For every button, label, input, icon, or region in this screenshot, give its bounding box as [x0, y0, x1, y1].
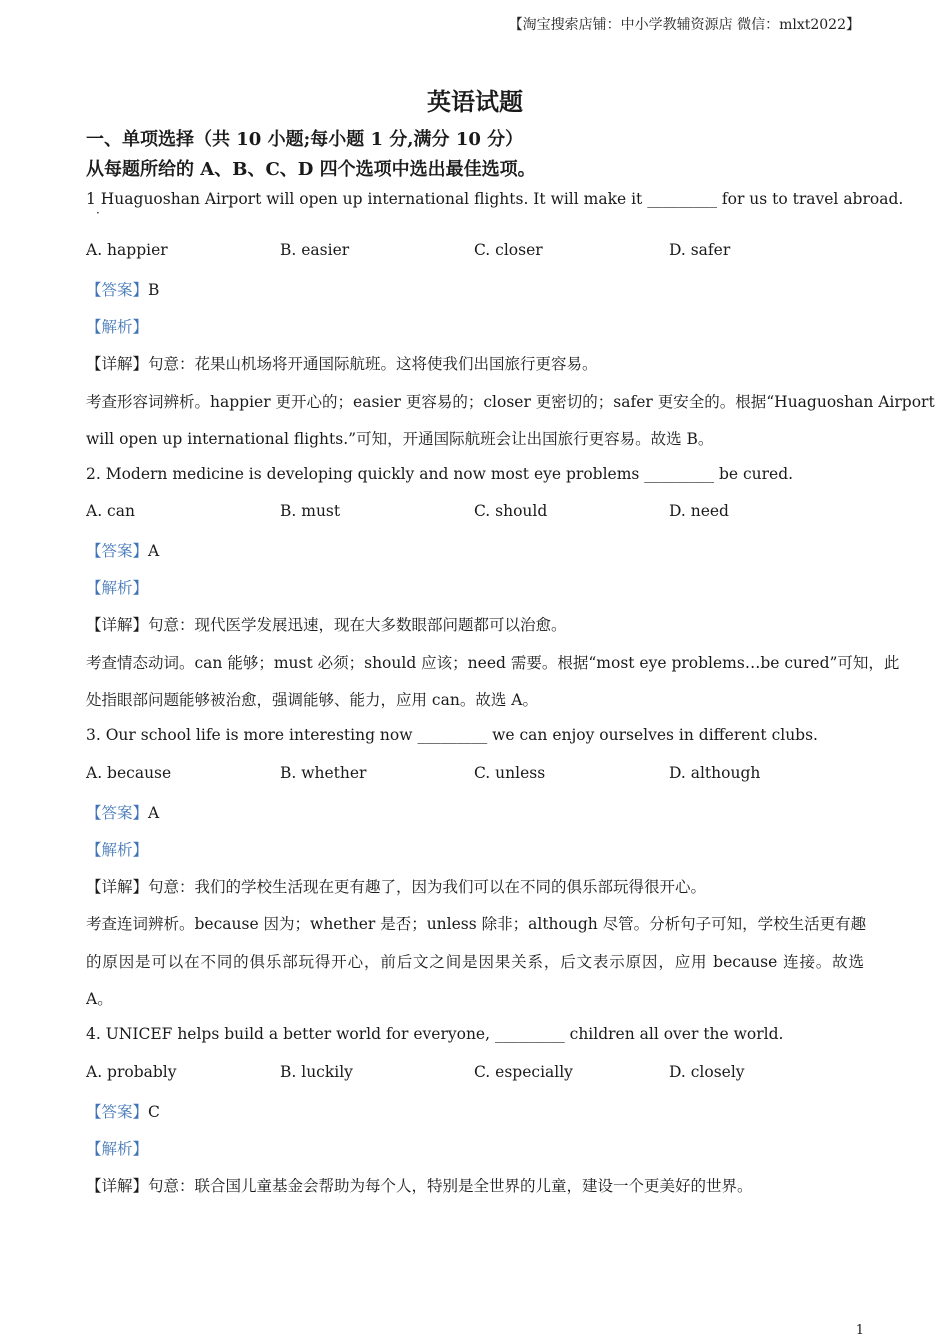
option-b: B. whether — [280, 764, 367, 782]
detail-line — [86, 1174, 753, 1196]
detail-text: 句意：现代医学发展迅速，现在大多数眼部问题都可以治愈。 — [148, 616, 567, 634]
numbering-dot: · — [96, 206, 100, 220]
explanation-line: 考查形容词辨析。happier 更开心的；easier 更容易的；closer 更密切的；safer 更安全的。根据“Huaguoshan Airport — [86, 393, 935, 411]
answer-line — [86, 539, 159, 561]
page-number: 1 — [855, 1323, 864, 1338]
analysis-line — [86, 1137, 148, 1159]
answer-line — [86, 801, 159, 823]
page-header: 【淘宝搜索店铺：中小学教辅资源店 微信：mlxt2022】 — [508, 17, 860, 33]
analysis-line — [86, 838, 148, 860]
answer-value: B — [148, 281, 160, 299]
explanation-line: 处指眼部问题能够被治愈，强调能够、能力，应用 can。故选 A。 — [86, 691, 538, 709]
detail-label: 【详解】 — [86, 1177, 149, 1195]
detail-text: 句意：联合国儿童基金会帮助为每个人，特别是全世界的儿童，建设一个更美好的世界。 — [148, 1177, 753, 1195]
option-c: C. unless — [474, 764, 546, 782]
option-a: A. happier — [86, 241, 168, 259]
option-c: C. should — [474, 502, 548, 520]
option-d: D. closely — [669, 1063, 745, 1081]
analysis-label: 【解析】 — [86, 318, 149, 336]
explanation-line: 考查情态动词。can 能够；must 必须；should 应该；need 需要。根据“most eye problems…be cured”可知，此 — [86, 654, 900, 672]
answer-label: 【答案】 — [86, 281, 149, 299]
section-heading: 一、单项选择（共 10 小题;每小题 1 分,满分 10 分） — [86, 129, 524, 150]
answer-label: 【答案】 — [86, 542, 149, 560]
question-stem: 3. Our school life is more interesting now _________ we can enjoy ourselves in different clubs. — [86, 726, 818, 744]
option-a: A. because — [86, 764, 172, 782]
answer-value: A — [148, 804, 160, 822]
answer-line — [86, 1100, 160, 1122]
option-b: B. easier — [280, 241, 350, 259]
analysis-label: 【解析】 — [86, 841, 149, 859]
explanation-line: will open up international flights.”可知，开通国际航班会让出国旅行更容易。故选 B。 — [86, 430, 714, 448]
analysis-line — [86, 315, 148, 337]
explanation-line: 的原因是可以在不同的俱乐部玩得开心，前后文之间是因果关系，后文表示原因，应用 because 连接。故选 — [86, 953, 864, 971]
option-c: C. closer — [474, 241, 543, 259]
detail-text: 句意：我们的学校生活现在更有趣了，因为我们可以在不同的俱乐部玩得很开心。 — [148, 878, 707, 896]
analysis-label: 【解析】 — [86, 1140, 149, 1158]
option-b: B. luckily — [280, 1063, 353, 1081]
option-b: B. must — [280, 502, 341, 520]
answer-label: 【答案】 — [86, 804, 149, 822]
option-c: C. especially — [474, 1063, 573, 1081]
analysis-line — [86, 576, 148, 598]
answer-value: C — [148, 1103, 160, 1121]
explanation-line: 考查连词辨析。because 因为；whether 是否；unless 除非；although 尽管。分析句子可知，学校生活更有趣 — [86, 915, 867, 933]
answer-value: A — [148, 542, 160, 560]
detail-line — [86, 352, 598, 374]
question-stem: 4. UNICEF helps build a better world for everyone, _________ children all over the world. — [86, 1025, 784, 1043]
detail-label: 【详解】 — [86, 355, 149, 373]
page-title: 英语试题 — [427, 87, 523, 116]
option-a: A. probably — [86, 1063, 177, 1081]
answer-label: 【答案】 — [86, 1103, 149, 1121]
option-a: A. can — [86, 502, 135, 520]
option-d: D. need — [669, 502, 729, 520]
explanation-line: A。 — [86, 990, 113, 1008]
option-d: D. safer — [669, 241, 731, 259]
detail-text: 句意：花果山机场将开通国际航班。这将使我们出国旅行更容易。 — [148, 355, 598, 373]
option-d: D. although — [669, 764, 761, 782]
detail-line — [86, 613, 567, 635]
analysis-label: 【解析】 — [86, 579, 149, 597]
detail-label: 【详解】 — [86, 616, 149, 634]
question-stem: 2. Modern medicine is developing quickly and now most eye problems _________ be cured. — [86, 465, 794, 483]
question-stem: 1 Huaguoshan Airport will open up international flights. It will make it _________ for us to travel abroad. — [86, 190, 904, 208]
detail-label: 【详解】 — [86, 878, 149, 896]
section-instruction: 从每题所给的 A、B、C、D 四个选项中选出最佳选项。 — [86, 159, 536, 180]
detail-line — [86, 875, 706, 897]
answer-line — [86, 278, 159, 300]
